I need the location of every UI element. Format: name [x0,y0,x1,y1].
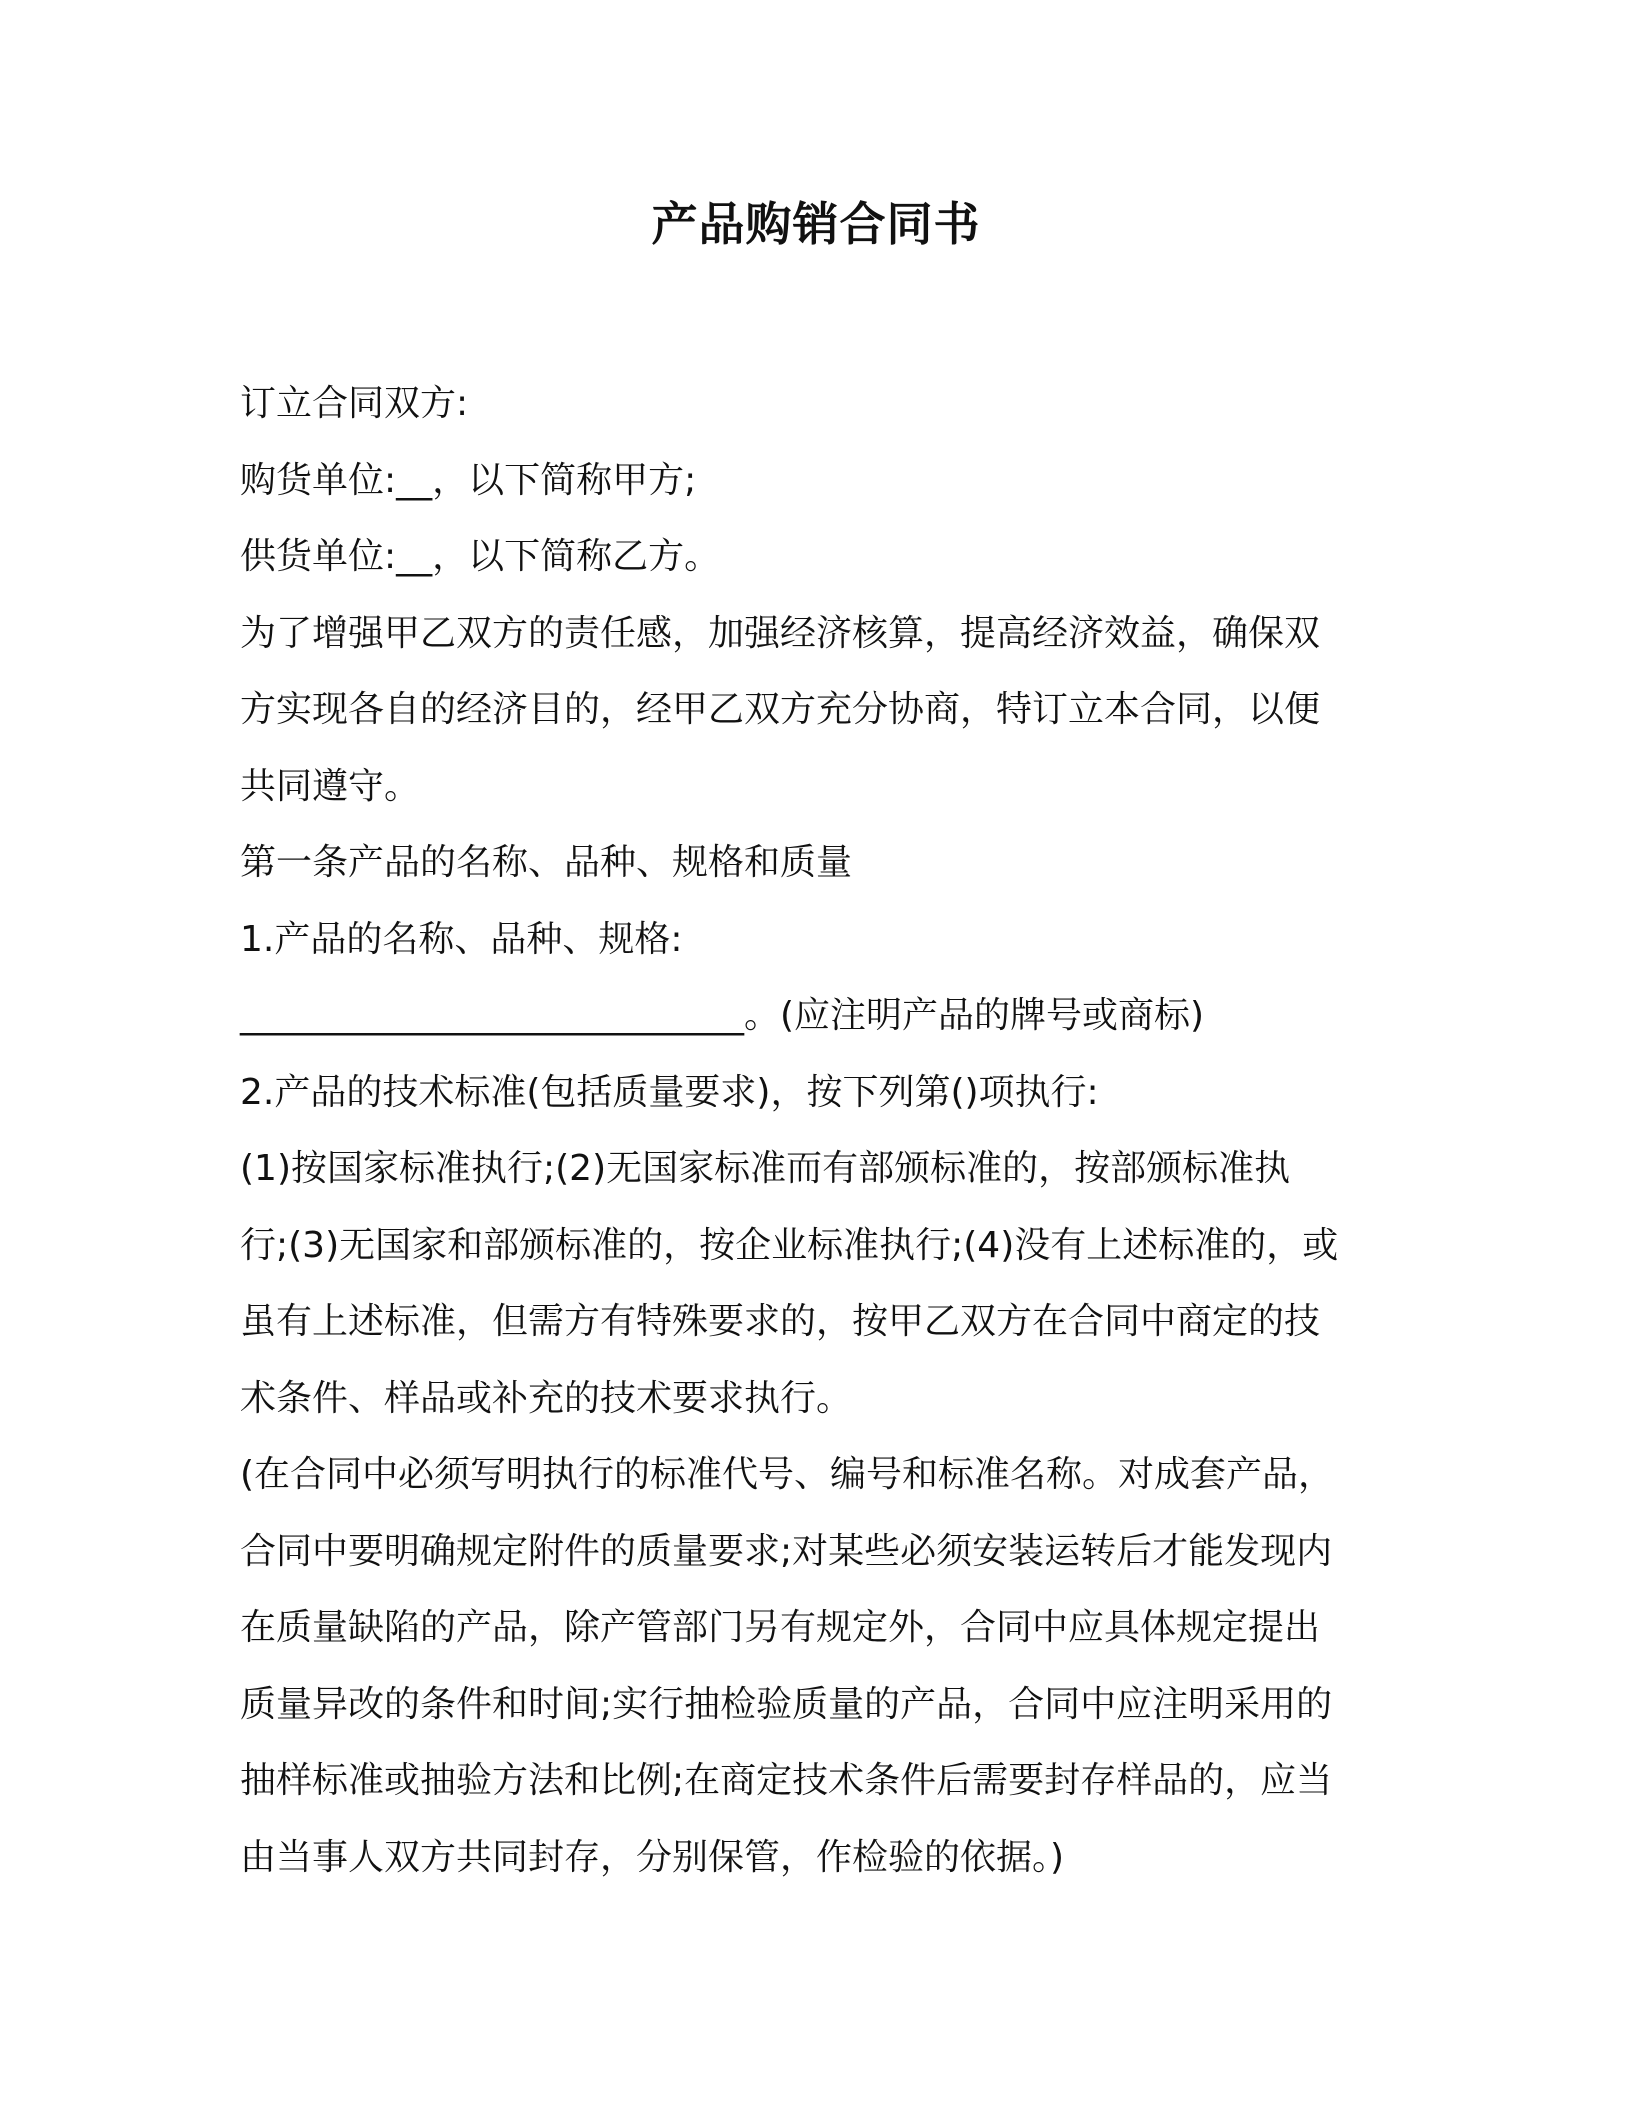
note-paragraph-line: 在质量缺陷的产品，除产管部门另有规定外，合同中应具体规定提出 [240,1607,1321,1648]
standards-paragraph-line: 术条件、样品或补充的技术要求执行。 [240,1377,853,1419]
clause-1-blank: ____________________________。(应注明产品的牌号或商标) [240,995,1205,1036]
note-paragraph-line: 抽样标准或抽验方法和比例;在商定技术条件后需要封存样品的，应当 [240,1760,1333,1801]
document-body [240,366,1380,1896]
buyer-line: 购货单位:__，以下简称甲方; [240,459,697,501]
article-one-heading: 第一条产品的名称、品种、规格和质量 [240,842,853,883]
preamble-line: 为了增强甲乙双方的责任感，加强经济核算，提高经济效益，确保双 [240,612,1321,654]
note-paragraph-line: (在合同中必须写明执行的标准代号、编号和标准名称。对成套产品， [240,1454,1335,1495]
preamble-line: 方实现各自的经济目的，经甲乙双方充分协商，特订立本合同，以便 [240,689,1321,730]
note-paragraph-line: 质量异改的条件和时间;实行抽检验质量的产品，合同中应注明采用的 [240,1683,1333,1725]
clause-2-heading: 2.产品的技术标准(包括质量要求)，按下列第()项执行: [240,1071,1099,1113]
supplier-line: 供货单位:__，以下简称乙方。 [240,536,721,577]
document-title: 产品购销合同书 [651,197,981,251]
note-paragraph-line: 合同中要明确规定附件的质量要求;对某些必须安装运转后才能发现内 [240,1530,1333,1572]
preamble-line: 共同遵守。 [240,765,421,807]
standards-paragraph-line: (1)按国家标准执行;(2)无国家标准而有部颁标准的，按部颁标准执 [240,1148,1291,1189]
note-paragraph-line: 由当事人双方共同封存，分别保管，作检验的依据。) [240,1836,1065,1878]
contract-parties-heading: 订立合同双方: [240,383,469,424]
standards-paragraph-line: 行;(3)无国家和部颁标准的，按企业标准执行;(4)没有上述标准的，或 [240,1224,1339,1266]
standards-paragraph-line: 虽有上述标准，但需方有特殊要求的，按甲乙双方在合同中商定的技 [240,1301,1321,1342]
clause-1-heading: 1.产品的名称、品种、规格: [240,918,683,960]
